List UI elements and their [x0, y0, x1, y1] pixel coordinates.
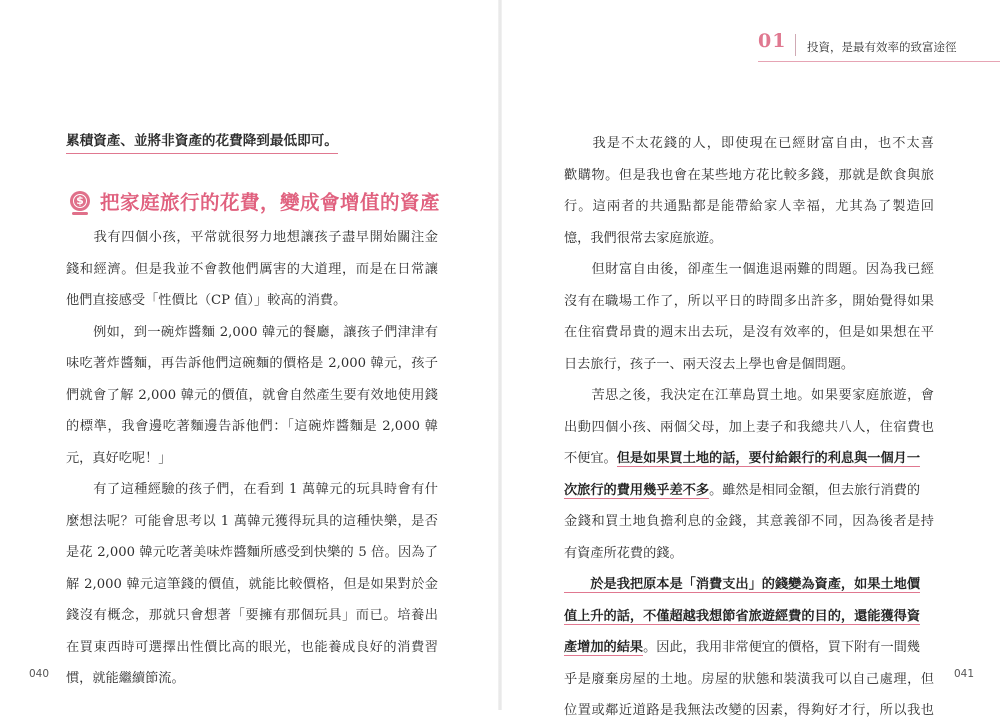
- text-line: 的標準，我會邊吃著麵邊告訴他們：「這碗炸醬麵是 2,000 韓: [66, 419, 438, 434]
- chapter-title: 投資，是最有效率的致富途徑: [807, 40, 957, 54]
- text-line: 沒有在職場工作了，所以平日的時間多出許多，開始覺得如果: [564, 293, 934, 309]
- page-number: 040: [29, 668, 50, 680]
- right-body-text: [564, 128, 934, 727]
- text-line: 錢和經濟。但是我並不會教他們厲害的大道理，而是在日常讓: [66, 261, 438, 277]
- text-line: 在買東西時可選擇出性價比高的眼光，也能養成良好的消費習: [66, 639, 438, 655]
- text-line: 歡購物。但是我也會在某些地方花比較多錢，那就是飲食與旅: [564, 167, 934, 183]
- text-line: 出動四個小孩、兩個父母，加上妻子和我總共八人，住宿費也: [564, 419, 934, 435]
- top-line: 累積資產、並將非資產的花費降到最低即可。: [66, 133, 338, 149]
- highlighted-text: 次旅行的費用幾乎差不多: [564, 482, 710, 498]
- text-line: 麼想法呢？可能會思考以 1 萬韓元獲得玩具的這種快樂，是否: [66, 513, 438, 529]
- text-line: 有資產所花費的錢。: [564, 545, 683, 561]
- section-title: 把家庭旅行的花費，變成會增值的資產: [100, 191, 441, 214]
- section-heading: [70, 186, 440, 216]
- right-page: [500, 0, 1000, 718]
- text-line: 有了這種經驗的孩子們，在看到 1 萬韓元的玩具時會有什: [66, 482, 438, 497]
- text-line: 我有四個小孩，平常就很努力地想讓孩子盡早開始關注金: [66, 230, 438, 245]
- text-line: 不便宜。但是如果買土地的話，要付給銀行的利息與一個月一: [564, 451, 921, 466]
- text-line: 是花 2,000 韓元吃著美味炸醬麵所感受到快樂的 5 倍。因為了: [66, 545, 438, 560]
- page-number: 041: [954, 668, 975, 680]
- text-line: 次旅行的費用幾乎差不多。雖然是相同金額，但去旅行消費的: [564, 482, 921, 498]
- highlighted-text: 但是如果買土地的話，要付給銀行的利息與一個月一: [616, 451, 921, 466]
- text-line: 錢沒有概念，那就只會想著「要擁有那個玩具」而已。培養出: [66, 608, 438, 623]
- text-line: 味吃著炸醬麵，再告訴他們這碗麵的價格是 2,000 韓元，孩子: [66, 356, 438, 371]
- text-line: 但財富自由後，卻產生一個進退兩難的問題。因為我已經: [564, 262, 934, 277]
- left-page: [0, 0, 500, 710]
- highlighted-text: 於是我把原本是「消費支出」的錢變為資產，如果土地價: [564, 577, 921, 592]
- text-line: 元，真好吃呢！」: [66, 450, 172, 466]
- text-line: 例如，到一碗炸醬麵 2,000 韓元的餐廳，讓孩子們津津有: [66, 324, 438, 340]
- text-line: 行。這兩者的共通點都是能帶給家人幸福，尤其為了製造回: [564, 199, 934, 214]
- text-line: 日去旅行，孩子一、兩天沒去上學也會是個問題。: [564, 356, 855, 372]
- text-line: 們就會了解 2,000 韓元的價值，就會自然產生要有效地使用錢: [66, 387, 438, 403]
- text-line: 苦思之後，我決定在江華島買土地。如果要家庭旅遊，會: [564, 388, 934, 403]
- money-bag-icon: $: [70, 191, 90, 211]
- text-line: 在住宿費昂貴的週末出去玩，是沒有效率的，但是如果想在平: [564, 325, 934, 340]
- text-line: 慣，就能繼續節流。: [66, 671, 185, 686]
- text-line: 金錢和買土地負擔利息的金錢，其意義卻不同，因為後者是持: [564, 514, 934, 529]
- text-line: 位置或鄰近道路是我無法改變的因素，得夠好才行，所以我也: [564, 703, 934, 718]
- text-line: 我是不太花錢的人，即使現在已經財富自由，也不太喜: [564, 136, 934, 151]
- text-line: 解 2,000 韓元這筆錢的價值，就能比較價格，但是如果對於金: [66, 576, 438, 592]
- text-line: 產增加的結果。因此，我用非常便宜的價格，買下附有一間幾: [564, 640, 921, 655]
- text-line: [564, 569, 934, 601]
- header-divider: [795, 34, 796, 56]
- text-line: 他們直接感受「性價比（CP 值）」較高的消費。: [66, 293, 347, 308]
- text-line: [564, 601, 934, 633]
- header-rule: [758, 61, 1000, 62]
- top-line-underline: [66, 153, 338, 154]
- text-line: 憶，我們很常去家庭旅遊。: [564, 230, 723, 246]
- chapter-number: 01: [758, 30, 787, 52]
- left-body-text: [66, 222, 438, 695]
- text-line: 乎是廢棄房屋的土地。房屋的狀態和裝潢我可以自己處理，但: [564, 671, 934, 687]
- highlighted-text: 產增加的結果: [564, 640, 644, 655]
- highlighted-text: 值上升的話，不僅超越我想節省旅遊經費的目的，還能獲得資: [564, 608, 921, 624]
